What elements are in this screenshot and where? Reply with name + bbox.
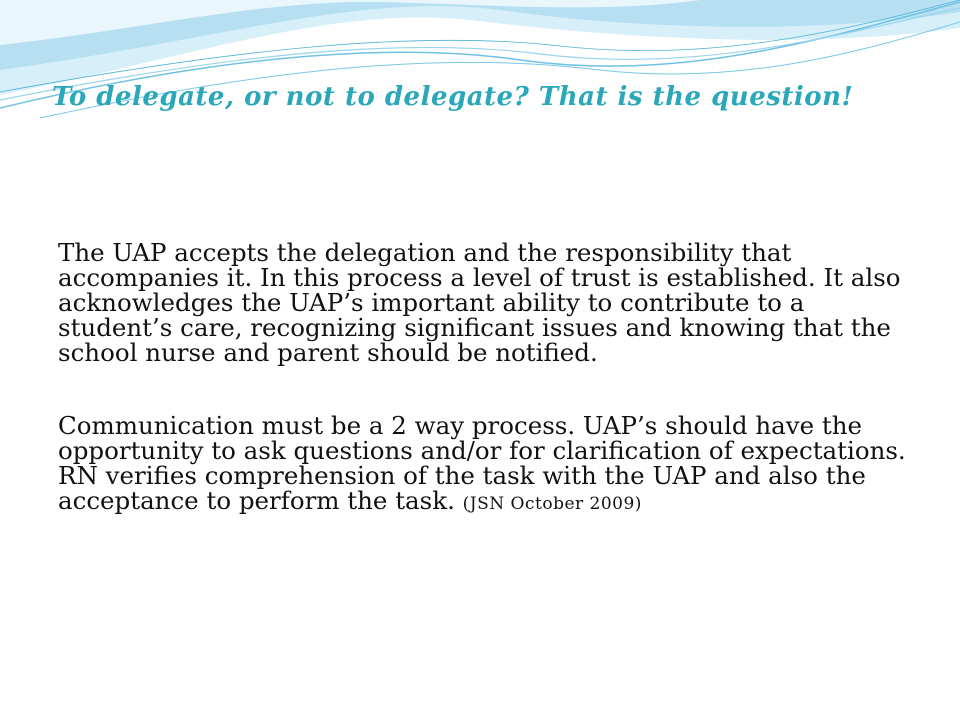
citation: (JSN October 2009) — [462, 493, 642, 514]
paragraph-communication — [58, 410, 908, 515]
paragraph-communication-text: Communication must be a 2 way process. UAP’s should have the opportunity to ask questions and/or for clarification of expectations. RN verifies comprehension of the task with the UAP and also the acceptance to perform the task. — [58, 410, 906, 515]
paragraph-delegation-acceptance: The UAP accepts the delegation and the responsibility that accompanies it. In this process a level of trust is established. It also acknowledges the UAP’s important ability to contribute to a student’s care, recognizing significant issues and knowing that the school nurse and parent should be notified. — [58, 238, 901, 367]
slide-body — [58, 240, 908, 513]
slide-title: To delegate, or not to delegate? That is the question! — [52, 82, 854, 112]
